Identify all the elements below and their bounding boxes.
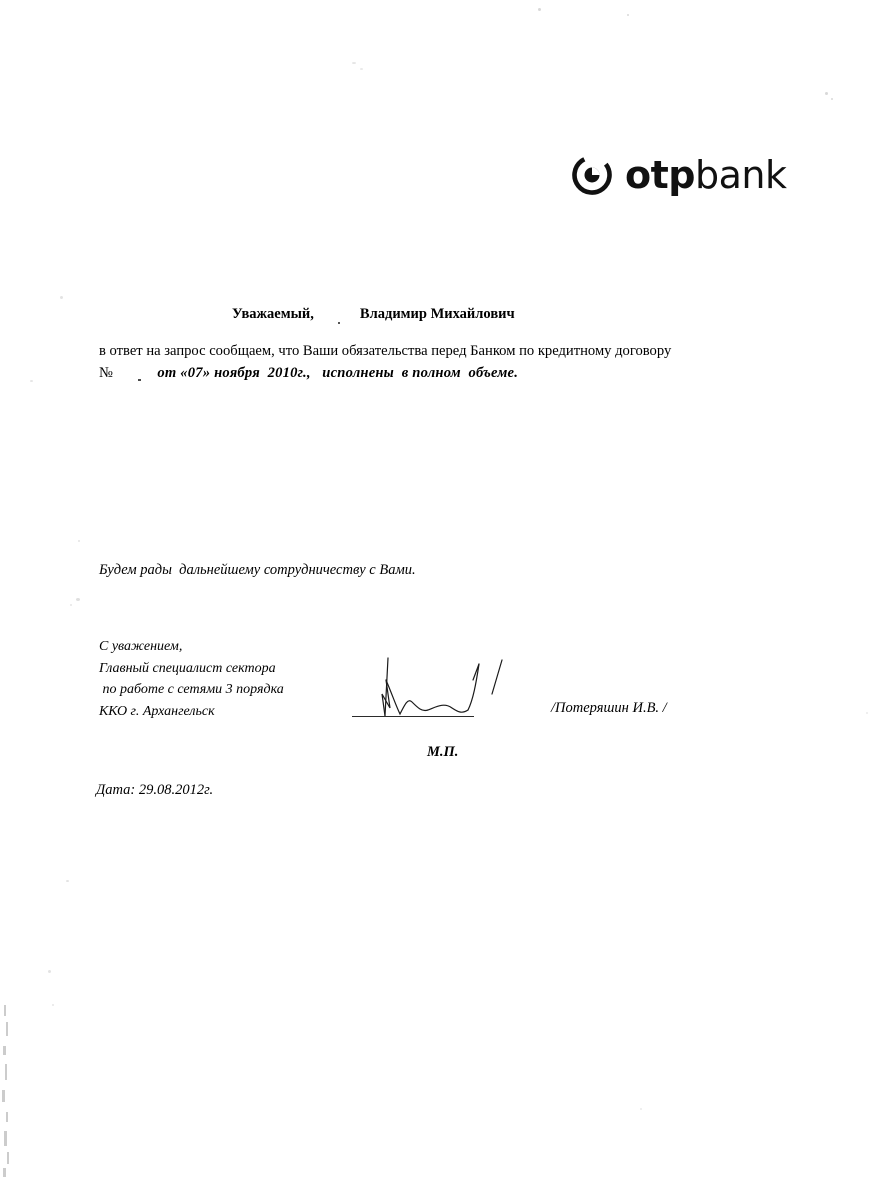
logo-text-light: bank (694, 153, 787, 197)
logo-text-bold: otp (625, 153, 695, 197)
contract-date-statement: от «07» ноября 2010г., исполнены в полном объеме. (157, 365, 519, 381)
recipient-name: Владимир Михайлович (359, 306, 515, 322)
body-line-2 (99, 365, 518, 382)
closing-regards: С уважением, (99, 639, 183, 654)
closing-position-2: по работе с сетями 3 порядка (99, 682, 284, 698)
body-line-1: в ответ на запрос сообщаем, что Ваши обязательства перед Банком по кредитному договору (99, 343, 672, 359)
closing-position-3: ККО г. Архангельск (99, 704, 215, 720)
closing-block (99, 636, 284, 723)
document-date (96, 782, 213, 799)
date-label: Дата: (96, 782, 136, 798)
salutation-line (232, 306, 515, 323)
logo-wordmark (625, 153, 787, 197)
salutation-prefix: Уважаемый, (232, 306, 314, 322)
closing-position-1: Главный специалист сектора (99, 660, 276, 676)
ink-artifact-2 (138, 379, 141, 381)
signature-rule (352, 716, 474, 717)
handwritten-signature-icon (352, 650, 562, 730)
contract-number-label: № (99, 365, 113, 381)
bank-logo (572, 155, 786, 195)
signer-name: /Потеряшин И.В. / (551, 700, 667, 716)
ink-artifact (338, 322, 340, 324)
scan-edge-noise (0, 0, 14, 1180)
stamp-place-label: М.П. (427, 744, 459, 760)
date-value: 29.08.2012г. (138, 782, 214, 798)
otp-swirl-icon (572, 155, 612, 195)
body-line-3: Будем рады дальнейшему сотрудничеству с Вами. (99, 562, 416, 578)
